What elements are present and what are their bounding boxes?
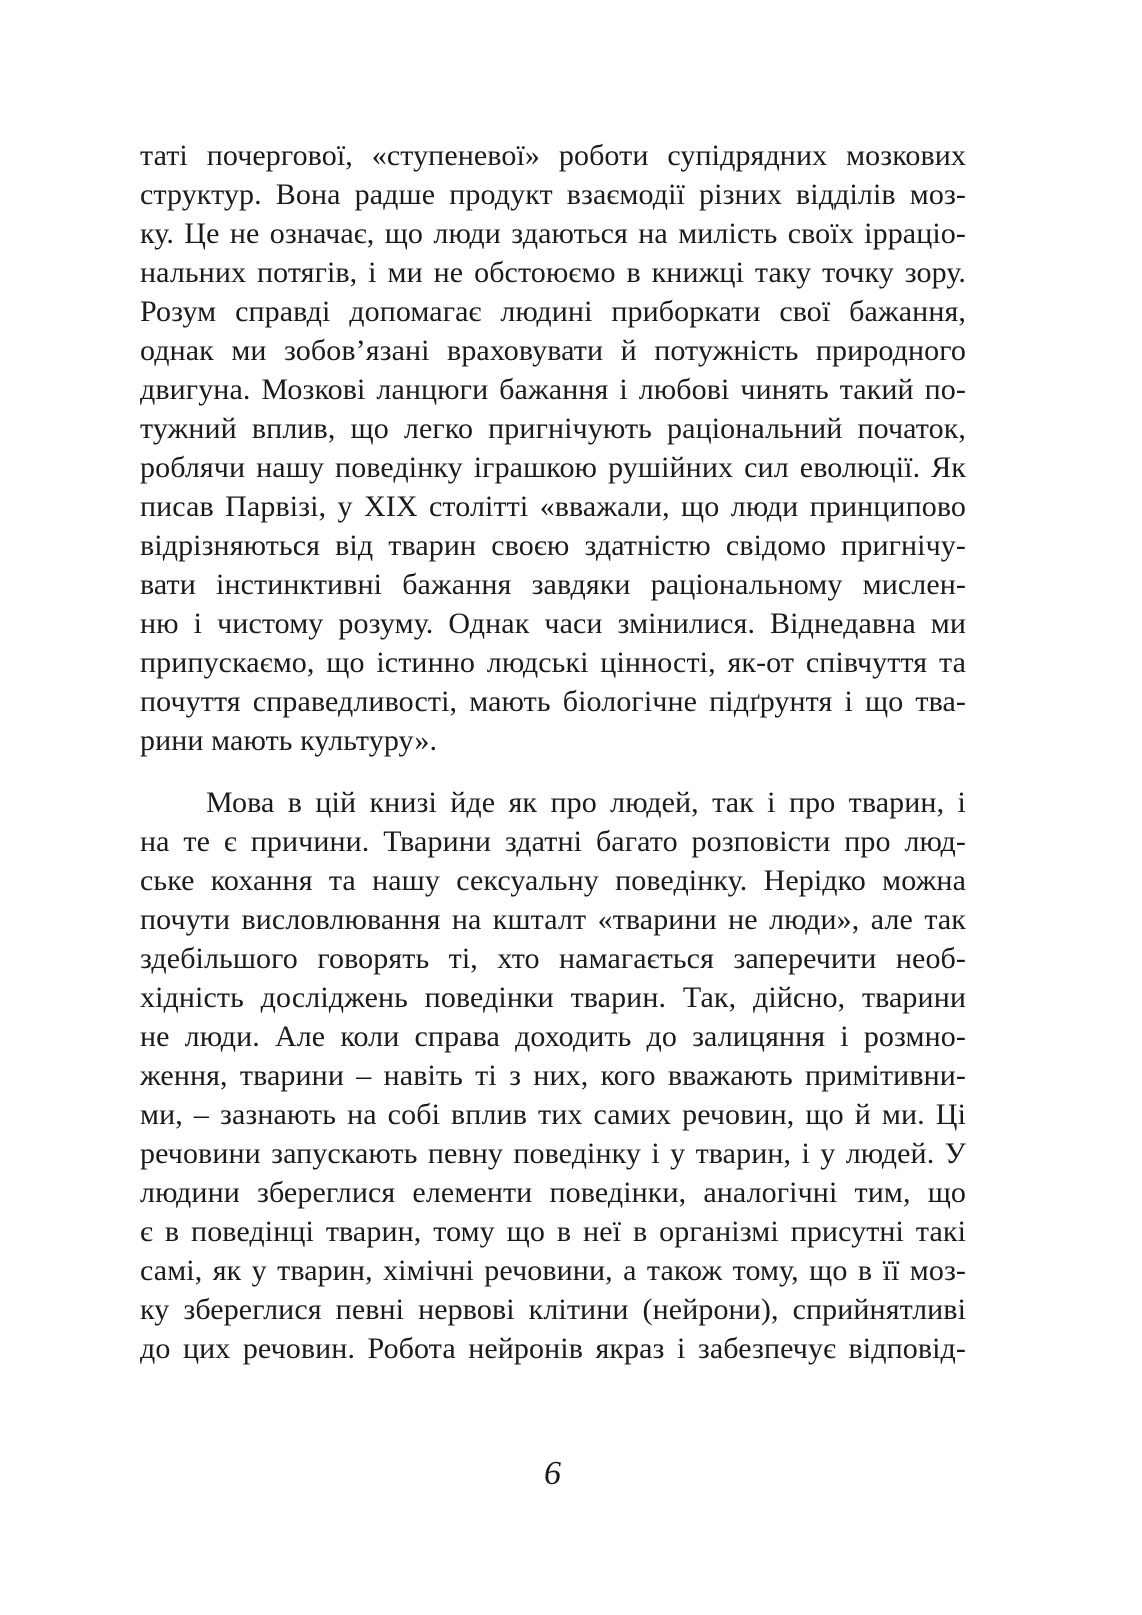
- text-line: на те є причини. Тварини здатні багато розповісти про люд-: [140, 825, 966, 858]
- paragraph: [140, 136, 966, 760]
- text-line: ське кохання та нашу сексуальну поведінку. Нерідко можна: [140, 864, 966, 897]
- text-line: нальних потягів, і ми не обстоюємо в книжці таку точку зору.: [140, 256, 966, 289]
- text-line: таті почергової, «ступеневої» роботи супідрядних мозкових: [140, 139, 966, 172]
- text-line: припускаємо, що істинно людські цінності, як-от співчуття та: [140, 646, 966, 679]
- text-line: не люди. Але коли справа доходить до залицяння і розмно-: [140, 1020, 966, 1053]
- text-line: почуття справедливості, мають біологічне підґрунтя і що тва-: [140, 685, 966, 718]
- text-line: писав Парвізі, у XIX столітті «вважали, що люди принципово: [140, 490, 966, 523]
- text-line: структур. Вона радше продукт взаємодії різних відділів моз-: [140, 178, 966, 211]
- text-line: ку збереглися певні нервові клітини (нейрони), сприйнятливі: [140, 1293, 966, 1326]
- text-line: самі, як у тварин, хімічні речовини, а також тому, що в її моз-: [140, 1254, 966, 1287]
- text-line: однак ми зобов’язані враховувати й потужність природного: [140, 334, 966, 367]
- text-line: ми, – зазнають на собі вплив тих самих речовин, що й ми. Ці: [140, 1098, 966, 1131]
- text-line: хідність досліджень поведінки тварин. Так, дійсно, тварини: [140, 981, 966, 1014]
- text-block: [140, 136, 966, 1368]
- text-line: ку. Це не означає, що люди здаються на милість своїх ірраціо-: [140, 217, 966, 250]
- text-line: Мова в цій книзі йде як про людей, так і про тварин, і: [206, 786, 966, 819]
- text-line: до цих речовин. Робота нейронів якраз і забезпечує відповід-: [140, 1332, 966, 1365]
- text-line: тужний вплив, що легко пригнічують раціональний початок,: [140, 412, 966, 445]
- text-line: Розум справді допомагає людині приборкати свої бажання,: [140, 295, 966, 328]
- text-line: роблячи нашу поведінку іграшкою рушійних сил еволюції. Як: [140, 451, 966, 484]
- text-line: вати інстинктивні бажання завдяки раціональному мислен-: [140, 568, 966, 601]
- text-line: є в поведінці тварин, тому що в неї в організмі присутні такі: [140, 1215, 966, 1248]
- text-line: почути висловлювання на кшталт «тварини не люди», але так: [140, 903, 966, 936]
- text-line: відрізняються від тварин своєю здатністю свідомо пригнічу-: [140, 529, 966, 562]
- text-line: ження, тварини – навіть ті з них, кого вважають примітивни-: [140, 1059, 966, 1092]
- text-line: людини збереглися елементи поведінки, аналогічні тим, що: [140, 1176, 966, 1209]
- text-line: речовини запускають певну поведінку і у тварин, і у людей. У: [140, 1137, 966, 1170]
- text-line: здебільшого говорять ті, хто намагається заперечити необ-: [140, 942, 966, 975]
- page-number: 6: [544, 1455, 561, 1492]
- paragraph: [140, 783, 966, 1368]
- text-line: рини мають культуру».: [140, 724, 438, 757]
- text-line: ню і чистому розуму. Однак часи змінилися. Віднедавна ми: [140, 607, 966, 640]
- text-line: двигуна. Мозкові ланцюги бажання і любові чинять такий по-: [140, 373, 966, 406]
